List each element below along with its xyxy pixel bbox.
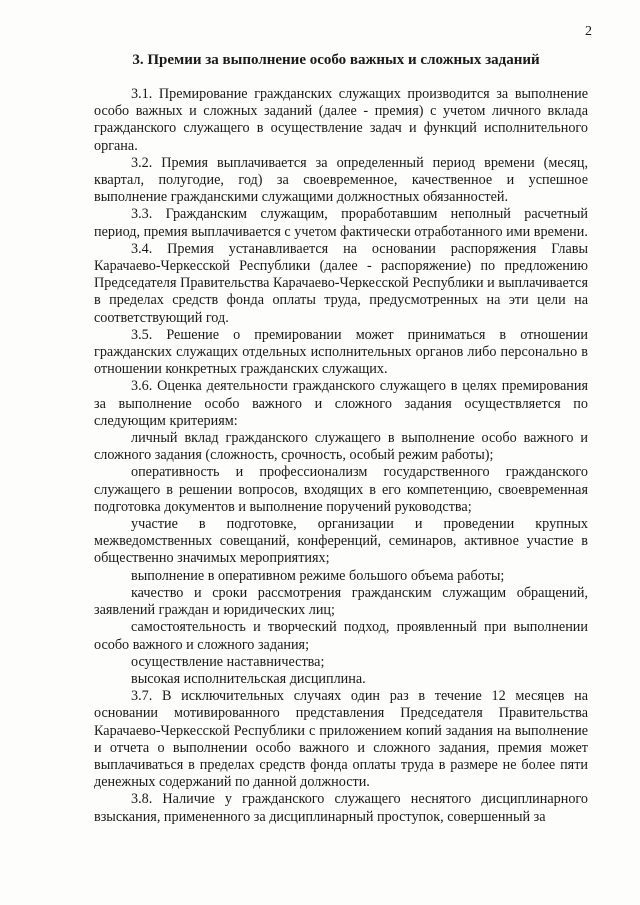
criteria-item: выполнение в оперативном режиме большого объема работы;	[131, 567, 505, 584]
criteria-item: самостоятельность и творческий подход, проявленный при выполнении особо важного и сложного задания;	[94, 619, 588, 653]
criteria-item: оперативность и профессионализм государственного гражданского служащего в решении вопросов, входящих в его компетенцию, своевременная подготовка документов и выполнение поручений руководства;	[94, 464, 588, 515]
section-body	[94, 86, 588, 826]
paragraph: 3.6. Оценка деятельности гражданского служащего в целях премирования за выполнение особо важного и сложного задания осуществляется по следующим критериям:	[94, 378, 588, 429]
criteria-item: личный вклад гражданского служащего в выполнение особо важного и сложного задания (сложность, срочность, особый режим работы);	[94, 430, 588, 464]
paragraph: 3.3. Гражданским служащим, проработавшим неполный расчетный период, премия выплачивается с учетом фактически отработанного ими времени.	[94, 206, 588, 240]
criteria-item: участие в подготовке, организации и проведении крупных межведомственных совещаний, конференций, семинаров, активное участие в общественно значимых мероприятиях;	[94, 516, 588, 567]
section-heading: 3. Премии за выполнение особо важных и сложных заданий	[132, 52, 540, 68]
page-number: 2	[585, 24, 592, 39]
paragraph: 3.7. В исключительных случаях один раз в течение 12 месяцев на основании мотивированного представления Председателя Правительства Карачаево-Черкесской Республики с приложением копий задания на выполнение и отчета о выполнении особо важного и сложного задания, премия может выплачиваться в пределах средств фонда оплаты труда в размере не более пяти денежных содержаний по данной должности.	[94, 688, 588, 791]
paragraph: 3.8. Наличие у гражданского служащего неснятого дисциплинарного взыскания, примененного за дисциплинарный проступок, совершенный за	[94, 791, 588, 825]
paragraph: 3.5. Решение о премировании может приниматься в отношении гражданских служащих отдельных исполнительных органов либо персонально в отношении конкретных гражданских служащих.	[94, 326, 588, 378]
criteria-item: качество и сроки рассмотрения гражданским служащим обращений, заявлений граждан и юридических лиц;	[94, 584, 588, 619]
paragraph: 3.4. Премия устанавливается на основании распоряжения Главы Карачаево-Черкесской Республики (далее - распоряжение) по предложению Председателя Правительства Карачаево-Черкесской Республики и выплачивается в пределах средств фонда оплаты труда, предусмотренных на эти цели на соответствующий год.	[94, 240, 588, 326]
paragraph: 3.1. Премирование гражданских служащих производится за выполнение особо важных и сложных заданий (далее - премия) с учетом личного вклада гражданского служащего в осуществление задач и функций исполнительного органа.	[94, 86, 588, 154]
criteria-item: высокая исполнительская дисциплина.	[131, 670, 366, 687]
criteria-item: осуществление наставничества;	[131, 653, 325, 670]
paragraph: 3.2. Премия выплачивается за определенный период времени (месяц, квартал, полугодие, год) за своевременное, качественное и успешное выполнение гражданскими служащими должностных обязанностей.	[94, 154, 588, 206]
